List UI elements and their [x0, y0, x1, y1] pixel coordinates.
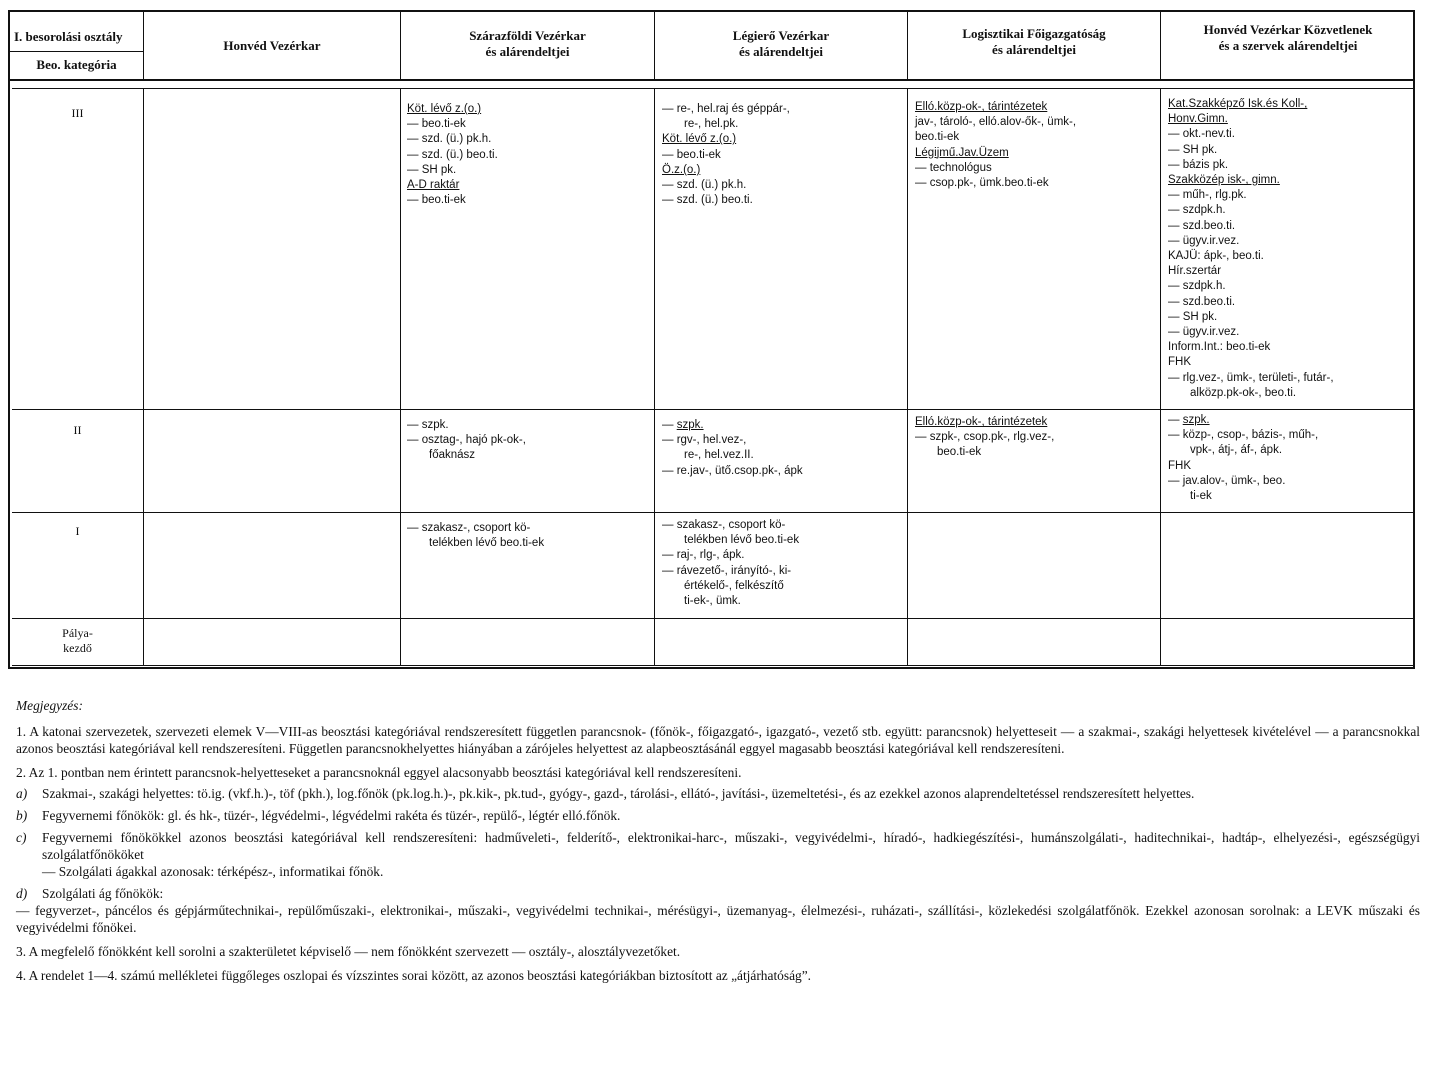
cell-ii-legiero — [662, 418, 803, 479]
cell-line: Légijmű.Jav.Üzem — [915, 146, 1009, 159]
cell-line: — okt.-nev.ti. — [1168, 127, 1334, 142]
row-label-i: I — [75, 524, 80, 538]
note-1: 1. A katonai szervezetek, szervezeti elemek V—VIII-as beosztási kategóriával rendszeresített független parancsnok- (főnök-, főigazgató-, igazgató-, vezető stb. együtt: parancsnok) helyetteseit — a szakmai-, szakági helyettesek kivételével — a parancsnokkal azonos beosztási kategóriával kell rendszeresíteni. Független parancsnokhelyettes hiányában a zárójeles helyettest az alapbeosztásánál eggyel magasabb beosztási kategóriával kell rendszeresíteni. — [16, 724, 1420, 756]
column-header-logisztikai: Logisztikai Főigazgatóság és alárendeltjei — [962, 26, 1106, 57]
cell-iii-logisztikai — [915, 100, 1076, 191]
cell-line: Ö.z.(o.) — [662, 163, 701, 176]
cell-ii-hvk — [1168, 413, 1318, 504]
body-bottom-line — [12, 665, 1413, 666]
cell-i-szarazfoldi — [407, 521, 544, 551]
cell-line: — re-, hel.raj és géppár-, — [662, 102, 790, 117]
column-header-honved-vezerkar: Honvéd Vezérkar — [223, 38, 321, 53]
cell-line: FHK — [1168, 356, 1191, 369]
header-classification-label: I. besorolási osztály — [14, 29, 123, 44]
cell-line: — beo.ti-ek — [407, 193, 498, 208]
column-header-legiero: Légierő Vezérkar és alárendeltjei — [732, 28, 830, 59]
cell-line: — műh-, rlg.pk. — [1168, 188, 1334, 203]
header-row-divider — [8, 51, 144, 52]
row-label-palyakezdo: Pálya- kezdő — [62, 626, 93, 655]
cell-line: — szd. (ü.) beo.ti. — [662, 193, 790, 208]
cell-line: KAJÜ: ápk-, beo.ti. — [1168, 250, 1264, 263]
cell-line: — szpk. — [1168, 414, 1210, 426]
cell-ii-logisztikai — [915, 415, 1054, 461]
cell-line: beo.ti-ek — [915, 131, 960, 144]
body-divider — [1160, 88, 1161, 666]
cell-i-legiero — [662, 518, 799, 609]
cell-line: re-, hel.vez.II. — [684, 449, 754, 462]
cell-line: — csop.pk-, ümk.beo.ti-ek — [915, 176, 1076, 191]
cell-iii-szarazfoldi — [407, 102, 498, 208]
cell-line: — szd.beo.ti. — [1168, 219, 1334, 234]
cell-line: — SH pk. — [1168, 143, 1334, 158]
cell-line: Hír.szertár — [1168, 265, 1222, 278]
cell-line: — közp-, csop-, bázis-, műh-, — [1168, 428, 1318, 443]
body-divider — [654, 88, 655, 666]
note-2b: b) Fegyvernemi főnökök: gl. és hk-, tüzér-, légvédelmi-, légvédelmi rakéta és tüzér-, repülő-, légtér elló.főnök. — [16, 808, 621, 823]
note-3: 3. A megfelelő főnökként kell sorolni a szakterületet képviselő — nem főnökként szervezett — osztály-, alosztályvezetőket. — [16, 944, 681, 959]
note-4: 4. A rendelet 1—4. számú mellékletei függőleges oszlopai és vízszintes sorai között, az azonos beosztási kategóriákban biztosított az „átjárhatóság”. — [16, 968, 811, 983]
cell-line: — szpk. — [662, 419, 704, 431]
cell-line: — beo.ti-ek — [407, 117, 498, 132]
cell-line: Honv.Gimn. — [1168, 113, 1228, 126]
cell-line: — rávezető-, irányító-, ki- — [662, 564, 799, 579]
cell-iii-legiero — [662, 102, 790, 208]
notes-section — [16, 697, 1420, 984]
cell-line: telékben lévő beo.ti-ek — [429, 537, 545, 550]
cell-line: vpk-, átj-, áf-, ápk. — [1190, 444, 1283, 457]
cell-line: A-D raktár — [407, 179, 460, 192]
note-2: 2. Az 1. pontban nem érintett parancsnok-helyetteseket a parancsnoknál eggyel alacsonyabb beosztási kategóriával kell rendszeresíteni. — [16, 765, 742, 780]
note-2c: c) Fegyvernemi főnökökkel azonos beosztási kategóriával kell rendszeresíteni: hadműveleti-, felderítő-, elektronikai-harc-, műszaki-, vegyivédelmi-, híradó-, hadkiegészítési-, humánszolgálati-, haditechnikai-, hadtáp-, elhelyezési-, egészségügyi szolgálatfőnököket — Szolgálati ágakkal azonosak: térképész-, informatikai főnök. — [16, 830, 1420, 879]
cell-line: — ügyv.ir.vez. — [1168, 325, 1334, 340]
cell-line: FHK — [1168, 459, 1191, 472]
cell-line: — osztag-, hajó pk-ok-, — [407, 433, 526, 448]
cell-line: értékelő-, felkészítő — [684, 579, 784, 592]
cell-line: — szakasz-, csoport kö- — [662, 518, 799, 533]
cell-line: Köt. lévő z.(o.) — [407, 103, 482, 115]
row-divider — [12, 409, 1413, 410]
row-label-iii: III — [71, 106, 84, 120]
row-label-ii: II — [73, 423, 82, 437]
cell-line: alközp.pk-ok-, beo.ti. — [1190, 386, 1297, 399]
cell-line: — SH pk. — [407, 163, 498, 178]
cell-line: — szd.beo.ti. — [1168, 295, 1334, 310]
column-header-hvk-kozvetlenek: Honvéd Vezérkar Közvetlenek és a szervek alárendeltjei — [1203, 22, 1373, 53]
cell-line: — re.jav-, ütő.csop.pk-, ápk — [662, 464, 803, 479]
header-category-label: Beo. kategória — [36, 57, 117, 72]
column-header-szarazfoldi: Szárazföldi Vezérkar és alárendeltjei — [469, 28, 586, 59]
cell-line: ti-ek — [1190, 490, 1212, 503]
body-top-line — [12, 88, 1413, 89]
cell-line: — szd. (ü.) pk.h. — [407, 132, 498, 147]
cell-line: — technológus — [915, 161, 1076, 176]
body-divider — [143, 88, 144, 666]
cell-line: Köt. lévő z.(o.) — [662, 133, 737, 146]
note-2a: a) Szakmai-, szakági helyettes: tö.ig. (vkf.h.)-, töf (pkh.), log.főnök (pk.log.h.)-, pk.kik-, pk.tud-, gyógy-, gazd-, tárolási-, ellátó-, javítási-, üzemeltetési-, és az ezekkel azonos alaprendeltetéssel rendszeresített helyettes. — [16, 786, 1195, 801]
cell-line: re-, hel.pk. — [684, 118, 739, 131]
cell-line: — szpk-, csop.pk-, rlg.vez-, — [915, 430, 1054, 445]
row-divider — [12, 618, 1413, 619]
cell-line: Kat.Szakképző Isk.és Koll-, — [1168, 98, 1308, 110]
note-2d: d) Szolgálati ág főnökök: — [16, 886, 164, 901]
note-2d-list: — fegyverzet-, páncélos és gépjárműtechnikai-, repülőműszaki-, elektronikai-, műszaki-, vegyivédelmi technikai-, mérésügyi-, üzemanyag-, élelmezési-, ruházati-, szállítási-, közlekedési szolgálatfőnök. Ezekkel azonosan sorolnak: a LEVK műszaki és vegyivédelmi főnökei. — [16, 903, 1420, 935]
cell-line: — rgv-, hel.vez-, — [662, 433, 803, 448]
cell-line: — rlg.vez-, ümk-, területi-, futár-, — [1168, 371, 1334, 386]
cell-line: Szakközép isk-, gimn. — [1168, 174, 1280, 187]
cell-line: — ügyv.ir.vez. — [1168, 234, 1334, 249]
cell-line: jav-, tároló-, elló.alov-ők-, ümk-, — [915, 116, 1077, 129]
cell-line: Inform.Int.: beo.ti-ek — [1168, 341, 1271, 354]
cell-line: — szd. (ü.) beo.ti. — [407, 148, 498, 163]
cell-line: — szdpk.h. — [1168, 279, 1334, 294]
cell-line: — jav.alov-, ümk-, beo. — [1168, 474, 1318, 489]
body-divider — [400, 88, 401, 666]
cell-line: — szpk. — [407, 418, 526, 433]
cell-line: Elló.közp-ok-, tárintézetek — [915, 416, 1048, 428]
row-divider — [12, 512, 1413, 513]
cell-line: — SH pk. — [1168, 310, 1334, 325]
cell-line: — szdpk.h. — [1168, 203, 1334, 218]
cell-line: — szakasz-, csoport kö- — [407, 521, 544, 536]
notes-title: Megjegyzés: — [16, 698, 83, 713]
cell-line: — beo.ti-ek — [662, 148, 790, 163]
cell-line: telékben lévő beo.ti-ek — [684, 534, 800, 547]
cell-line: — bázis pk. — [1168, 158, 1334, 173]
cell-line: Elló.közp-ok-, tárintézetek — [915, 101, 1048, 113]
cell-iii-hvk — [1168, 97, 1334, 401]
cell-line: főaknász — [429, 449, 476, 462]
cell-ii-szarazfoldi — [407, 418, 526, 464]
cell-line: beo.ti-ek — [937, 446, 982, 459]
cell-line: — szd. (ü.) pk.h. — [662, 178, 790, 193]
body-divider — [907, 88, 908, 666]
cell-line: ti-ek-, ümk. — [684, 595, 741, 608]
cell-line: — raj-, rlg-, ápk. — [662, 548, 799, 563]
